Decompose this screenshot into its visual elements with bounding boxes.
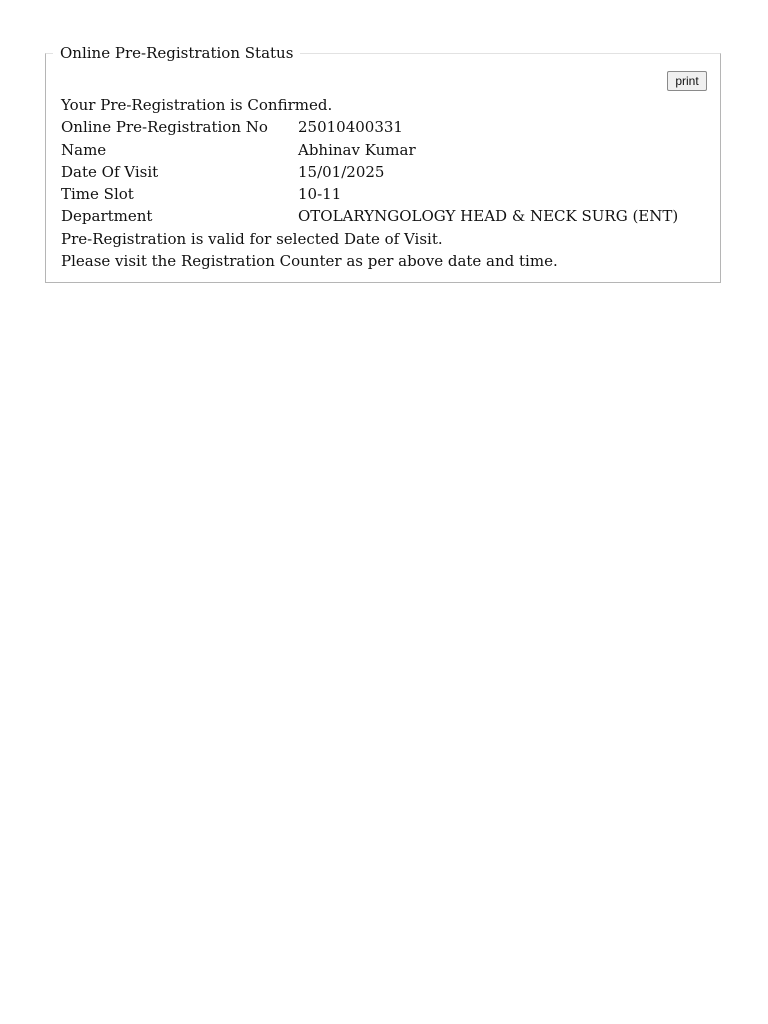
detail-row-time-slot <box>61 183 711 205</box>
confirmation-message: Your Pre-Registration is Confirmed. <box>61 96 333 114</box>
detail-row-registration-no <box>61 116 711 138</box>
detail-value: 25010400331 <box>298 118 403 137</box>
detail-value: 10-11 <box>298 185 342 204</box>
panel-legend: Online Pre-Registration Status <box>53 43 300 63</box>
registration-details <box>61 94 711 272</box>
detail-label: Department <box>61 207 153 226</box>
validity-note: Pre-Registration is valid for selected Date of Visit. <box>61 229 443 248</box>
detail-value: 15/01/2025 <box>298 162 385 181</box>
detail-row-department <box>61 205 711 227</box>
detail-label: Name <box>61 140 107 159</box>
detail-label: Date Of Visit <box>61 162 159 181</box>
detail-row-name <box>61 139 711 161</box>
detail-label: Time Slot <box>61 185 134 204</box>
detail-row-date-of-visit <box>61 161 711 183</box>
detail-value: Abhinav Kumar <box>298 140 416 159</box>
detail-value: OTOLARYNGOLOGY HEAD & NECK SURG (ENT) <box>298 207 679 226</box>
visit-instruction-note: Please visit the Registration Counter as per above date and time. <box>61 252 558 271</box>
print-button[interactable]: print <box>667 71 707 91</box>
detail-label: Online Pre-Registration No <box>61 118 268 137</box>
